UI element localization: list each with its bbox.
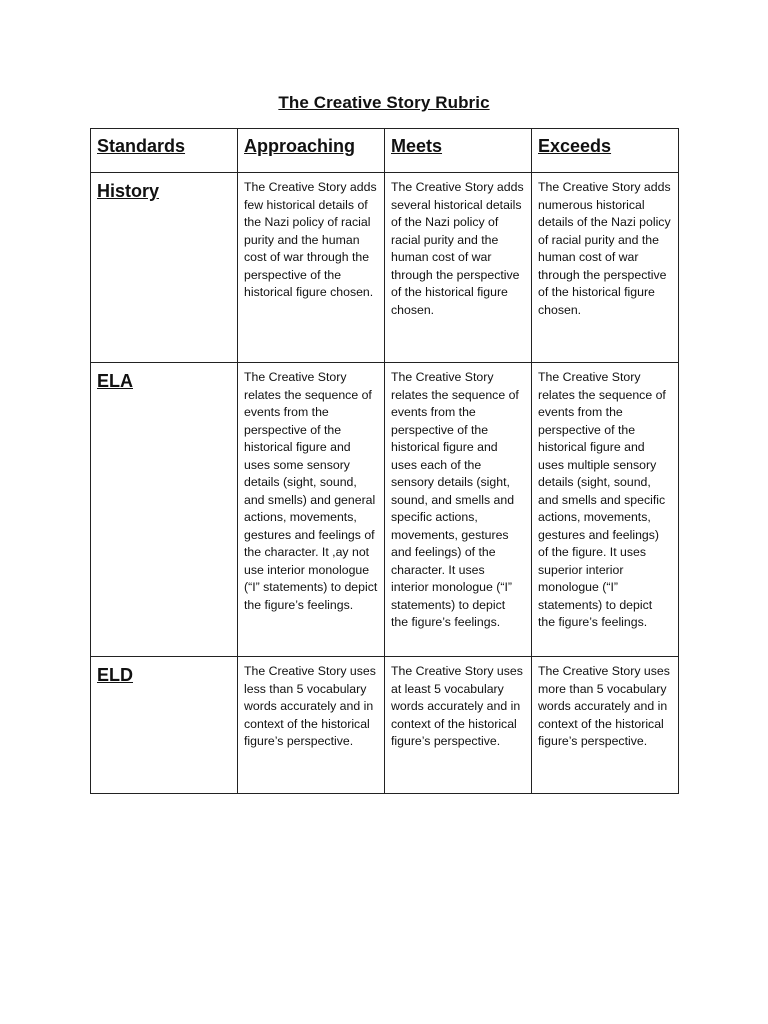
eld-approaching-cell: The Creative Story uses less than 5 vocabulary words accurately and in context of the historical figure’s perspective. — [238, 657, 385, 794]
table-row-ela — [91, 363, 679, 657]
header-row — [91, 129, 679, 173]
history-approaching-cell: The Creative Story adds few historical details of the Nazi policy of racial purity and the human cost of war through the perspective of the historical figure chosen. — [238, 173, 385, 363]
ela-exceeds-cell: The Creative Story relates the sequence of events from the perspective of the historical figure and uses multiple sensory details (sight, sound, and smells and specific actions, movements, gestures and feelings) of the figure. It uses superior interior monologue (“I” statements) to depict the figure’s feelings. — [532, 363, 679, 657]
header-approaching: Approaching — [238, 129, 385, 173]
header-meets: Meets — [385, 129, 532, 173]
history-meets-cell: The Creative Story adds several historical details of the Nazi policy of racial purity and the human cost of war through the perspective of the historical figure chosen. — [385, 173, 532, 363]
table-row-eld — [91, 657, 679, 794]
standard-ela: ELA — [91, 363, 238, 657]
history-exceeds-cell: The Creative Story adds numerous historical details of the Nazi policy of racial purity and the human cost of war through the perspective of the historical figure chosen. — [532, 173, 679, 363]
table-row-history — [91, 173, 679, 363]
ela-approaching-cell: The Creative Story relates the sequence of events from the perspective of the historical figure and uses some sensory details (sight, sound, and smells) and general actions, movements, gestures and feelings of the character. It ,ay not use interior monologue (“I” statements) to depict the figure’s feelings. — [238, 363, 385, 657]
eld-exceeds-cell: The Creative Story uses more than 5 vocabulary words accurately and in context of the historical figure’s perspective. — [532, 657, 679, 794]
standard-history: History — [91, 173, 238, 363]
header-exceeds: Exceeds — [532, 129, 679, 173]
page-title: The Creative Story Rubric — [278, 93, 490, 112]
eld-meets-cell: The Creative Story uses at least 5 vocabulary words accurately and in context of the historical figure’s perspective. — [385, 657, 532, 794]
rubric-table — [90, 128, 679, 794]
ela-meets-cell: The Creative Story relates the sequence of events from the perspective of the historical figure and uses each of the sensory details (sight, sound, and smells and specific actions, movements, gestures and feelings) of the character. It uses interior monologue (“I” statements) to depict the figure’s feelings. — [385, 363, 532, 657]
standard-eld: ELD — [91, 657, 238, 794]
header-standards: Standards — [91, 129, 238, 173]
